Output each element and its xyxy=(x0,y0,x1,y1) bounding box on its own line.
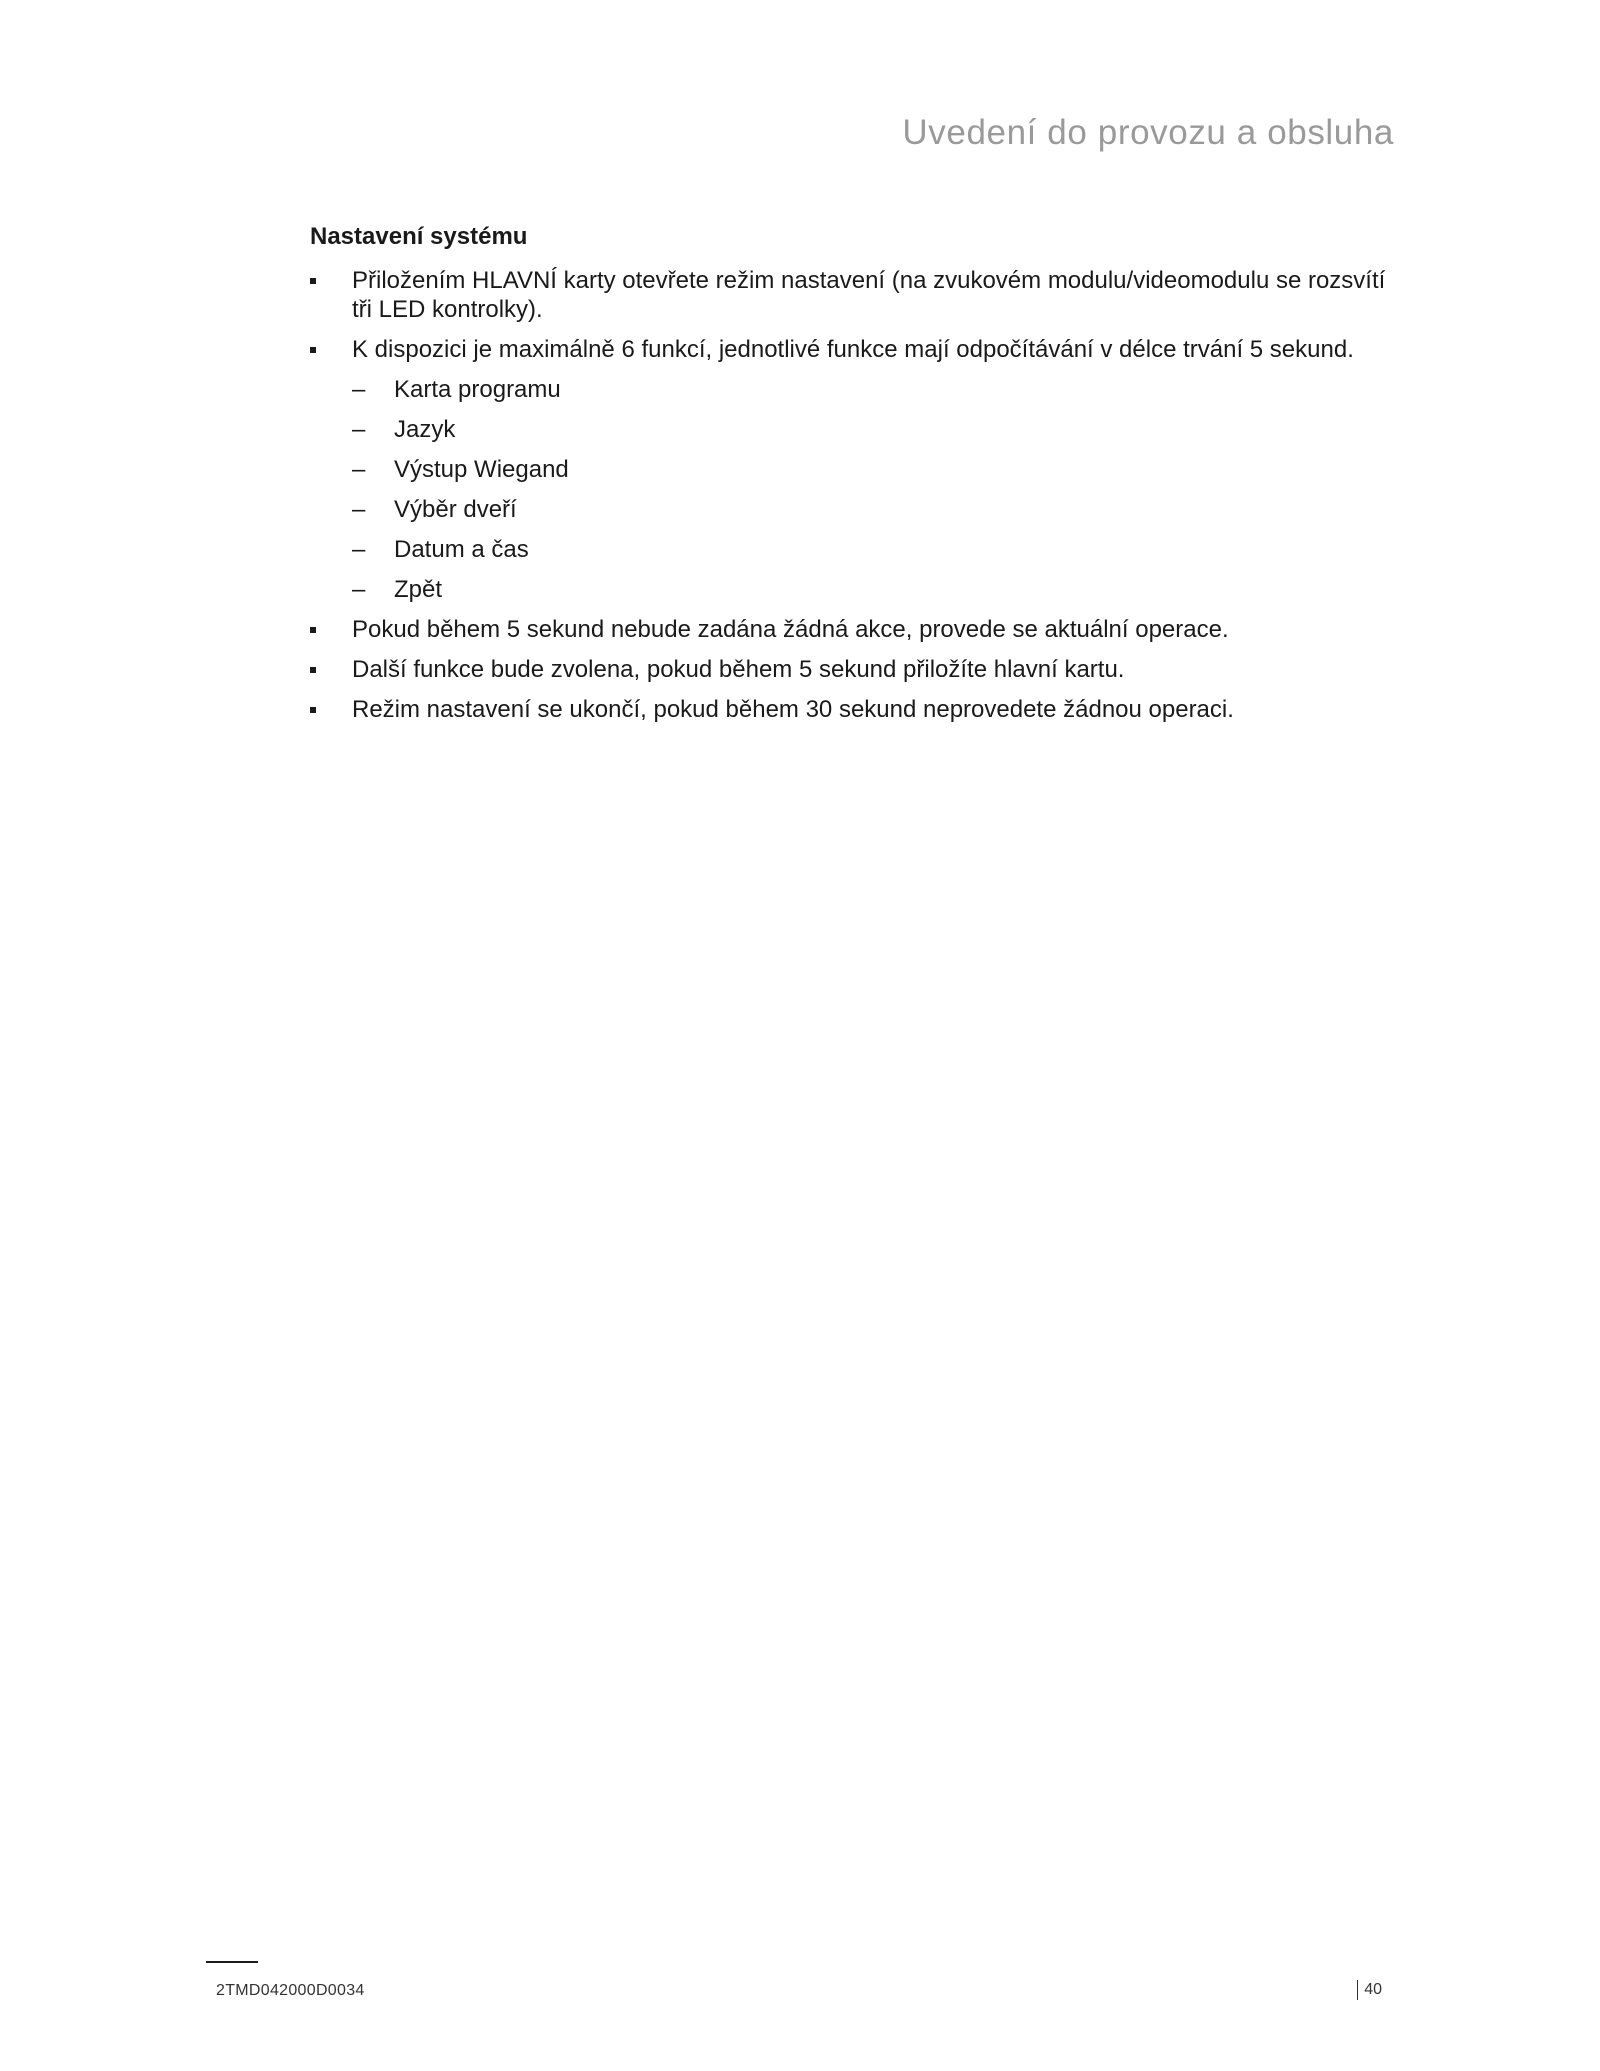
bullet-square-icon xyxy=(310,655,324,684)
sub-list-item-text: Datum a čas xyxy=(394,536,529,563)
list-item-text: Pokud během 5 sekund nebude zadána žádná akce, provede se aktuální operace. xyxy=(352,616,1229,643)
sub-list-item-text: Výběr dveří xyxy=(394,496,517,523)
dash-icon: – xyxy=(352,456,366,483)
list-item-text: K dispozici je maximálně 6 funkcí, jednotlivé funkce mají odpočítávání v délce trvání 5 sekund. xyxy=(352,336,1354,363)
list-item xyxy=(310,695,1400,724)
sub-list-item-text: Zpět xyxy=(394,576,443,603)
bullet-square-icon xyxy=(310,266,324,295)
document-code: 2TMD042000D0034 xyxy=(216,1982,365,1999)
sub-list-item-text: Jazyk xyxy=(394,416,456,443)
bullet-square-icon xyxy=(310,335,324,364)
sub-list-item xyxy=(352,415,1400,444)
sub-list-item xyxy=(352,575,1400,604)
dash-icon: – xyxy=(352,376,366,403)
bullet-square-icon xyxy=(310,615,324,644)
page-header-title: Uvedení do provozu a obsluha xyxy=(902,113,1394,152)
function-sub-list xyxy=(352,375,1400,604)
bullet-list xyxy=(310,266,1400,364)
list-item-text: Další funkce bude zvolena, pokud během 5 sekund přiložíte hlavní kartu. xyxy=(352,656,1125,683)
sub-list-item xyxy=(352,535,1400,564)
list-item-text: Přiložením HLAVNÍ karty otevřete režim nastavení (na zvukovém modulu/videomodulu se rozsvítí tři LED kontrolky). xyxy=(352,267,1386,323)
sub-list-item xyxy=(352,495,1400,524)
dash-icon: – xyxy=(352,536,366,563)
sub-list-item-text: Karta programu xyxy=(394,376,561,403)
sub-list-item xyxy=(352,455,1400,484)
bullet-square-icon xyxy=(310,695,324,724)
dash-icon: – xyxy=(352,496,366,523)
list-item xyxy=(310,615,1400,644)
page-number: 40 xyxy=(1357,1980,1382,2000)
main-content xyxy=(310,222,1400,735)
bullet-list xyxy=(310,615,1400,724)
dash-icon: – xyxy=(352,576,366,603)
sub-list-item xyxy=(352,375,1400,404)
list-item xyxy=(310,655,1400,684)
list-item xyxy=(310,335,1400,364)
sub-list-item-text: Výstup Wiegand xyxy=(394,456,569,483)
dash-icon: – xyxy=(352,416,366,443)
section-title: Nastavení systému xyxy=(310,223,528,250)
footer-divider xyxy=(206,1961,258,1963)
list-item xyxy=(310,266,1400,324)
list-item-text: Režim nastavení se ukončí, pokud během 30 sekund neprovedete žádnou operaci. xyxy=(352,696,1234,723)
